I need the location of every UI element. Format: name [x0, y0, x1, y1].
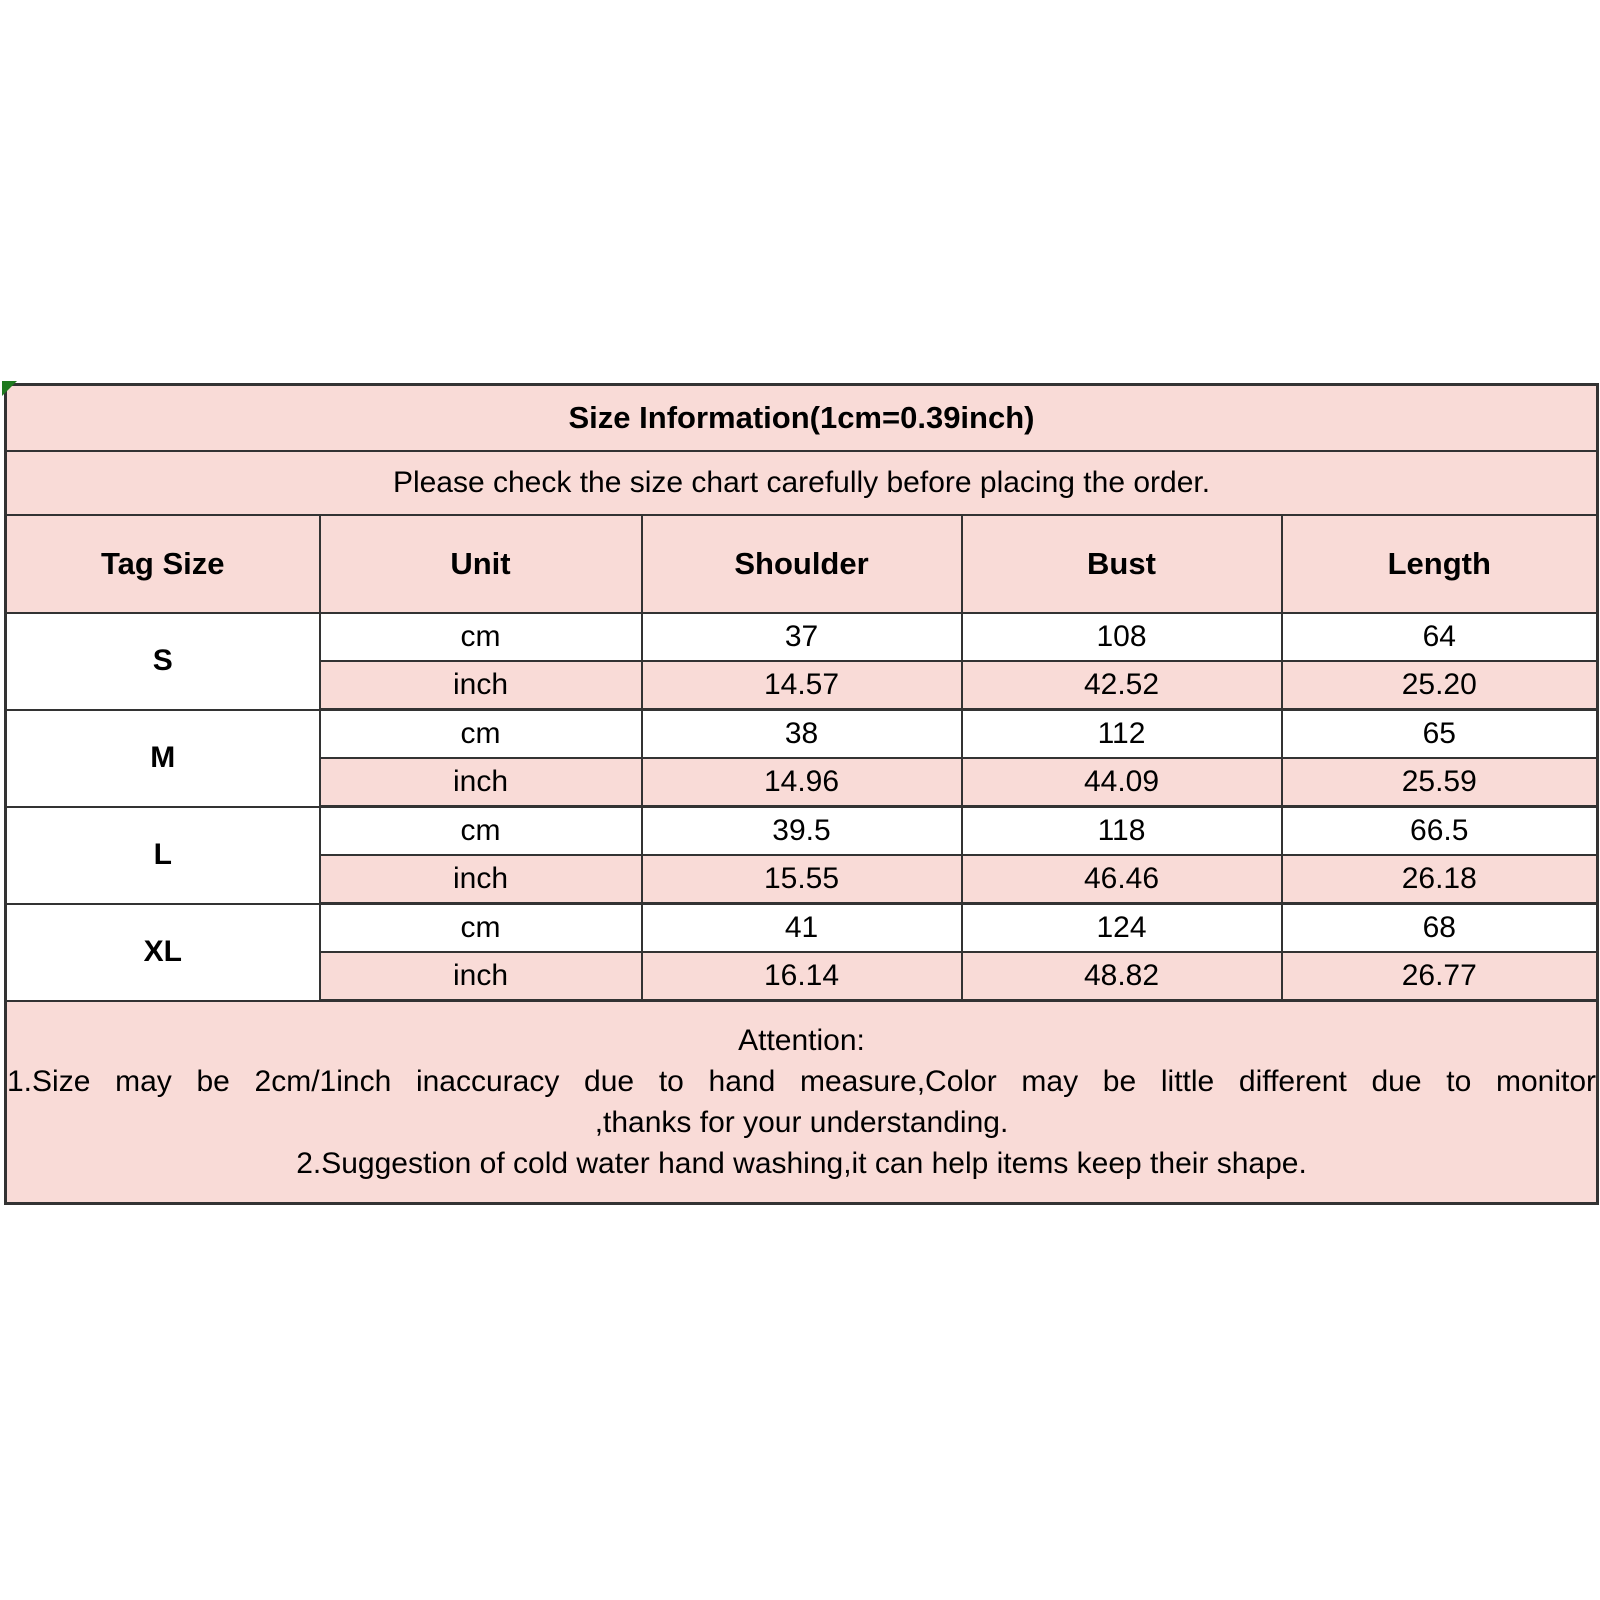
corner-accent-icon: [2, 381, 17, 396]
size-tag-s: S: [6, 613, 320, 710]
col-header-shoulder: Shoulder: [642, 515, 962, 613]
title-row: [6, 385, 1598, 452]
value-length: 65: [1282, 710, 1598, 759]
value-shoulder: 41: [642, 904, 962, 953]
unit-label: cm: [320, 807, 642, 856]
value-bust: 44.09: [962, 758, 1282, 807]
unit-label: cm: [320, 710, 642, 759]
size-chart-table: [4, 383, 1599, 1205]
value-bust: 124: [962, 904, 1282, 953]
col-header-length: Length: [1282, 515, 1598, 613]
value-bust: 48.82: [962, 952, 1282, 1001]
value-length: 25.59: [1282, 758, 1598, 807]
unit-label: inch: [320, 855, 642, 904]
table-row-m-cm: [6, 710, 1598, 759]
unit-label: cm: [320, 904, 642, 953]
value-length: 26.77: [1282, 952, 1598, 1001]
unit-label: cm: [320, 613, 642, 661]
column-header-row: [6, 515, 1598, 613]
chart-title: Size Information(1cm=0.39inch): [6, 385, 1598, 452]
value-bust: 42.52: [962, 661, 1282, 710]
value-length: 25.20: [1282, 661, 1598, 710]
col-header-unit: Unit: [320, 515, 642, 613]
value-shoulder: 14.57: [642, 661, 962, 710]
unit-label: inch: [320, 661, 642, 710]
unit-label: inch: [320, 952, 642, 1001]
attention-note-2: 2.Suggestion of cold water hand washing,it can help items keep their shape.: [296, 1147, 1307, 1180]
value-bust: 112: [962, 710, 1282, 759]
unit-label: inch: [320, 758, 642, 807]
value-length: 66.5: [1282, 807, 1598, 856]
attention-note-1-line-2: ,thanks for your understanding.: [594, 1106, 1009, 1139]
value-shoulder: 39.5: [642, 807, 962, 856]
attention-row: [6, 1001, 1598, 1204]
attention-note-1-line-1: 1.Size may be 2cm/1inch inaccuracy due to hand measure,Color may be little different due to monitor: [7, 1065, 1596, 1098]
value-length: 26.18: [1282, 855, 1598, 904]
chart-subtitle: Please check the size chart carefully before placing the order.: [6, 451, 1598, 515]
value-shoulder: 16.14: [642, 952, 962, 1001]
value-shoulder: 15.55: [642, 855, 962, 904]
value-bust: 46.46: [962, 855, 1282, 904]
value-shoulder: 37: [642, 613, 962, 661]
table-row-l-cm: [6, 807, 1598, 856]
value-length: 68: [1282, 904, 1598, 953]
attention-cell: [6, 1001, 1598, 1204]
col-header-tag-size: Tag Size: [6, 515, 320, 613]
value-bust: 118: [962, 807, 1282, 856]
table-row-xl-cm: [6, 904, 1598, 953]
value-shoulder: 38: [642, 710, 962, 759]
table-row-s-cm: [6, 613, 1598, 661]
value-shoulder: 14.96: [642, 758, 962, 807]
attention-heading: Attention:: [738, 1024, 865, 1057]
col-header-bust: Bust: [962, 515, 1282, 613]
size-chart-container: [4, 383, 1596, 1205]
size-tag-m: M: [6, 710, 320, 807]
size-tag-l: L: [6, 807, 320, 904]
subtitle-row: [6, 451, 1598, 515]
value-bust: 108: [962, 613, 1282, 661]
value-length: 64: [1282, 613, 1598, 661]
size-tag-xl: XL: [6, 904, 320, 1001]
